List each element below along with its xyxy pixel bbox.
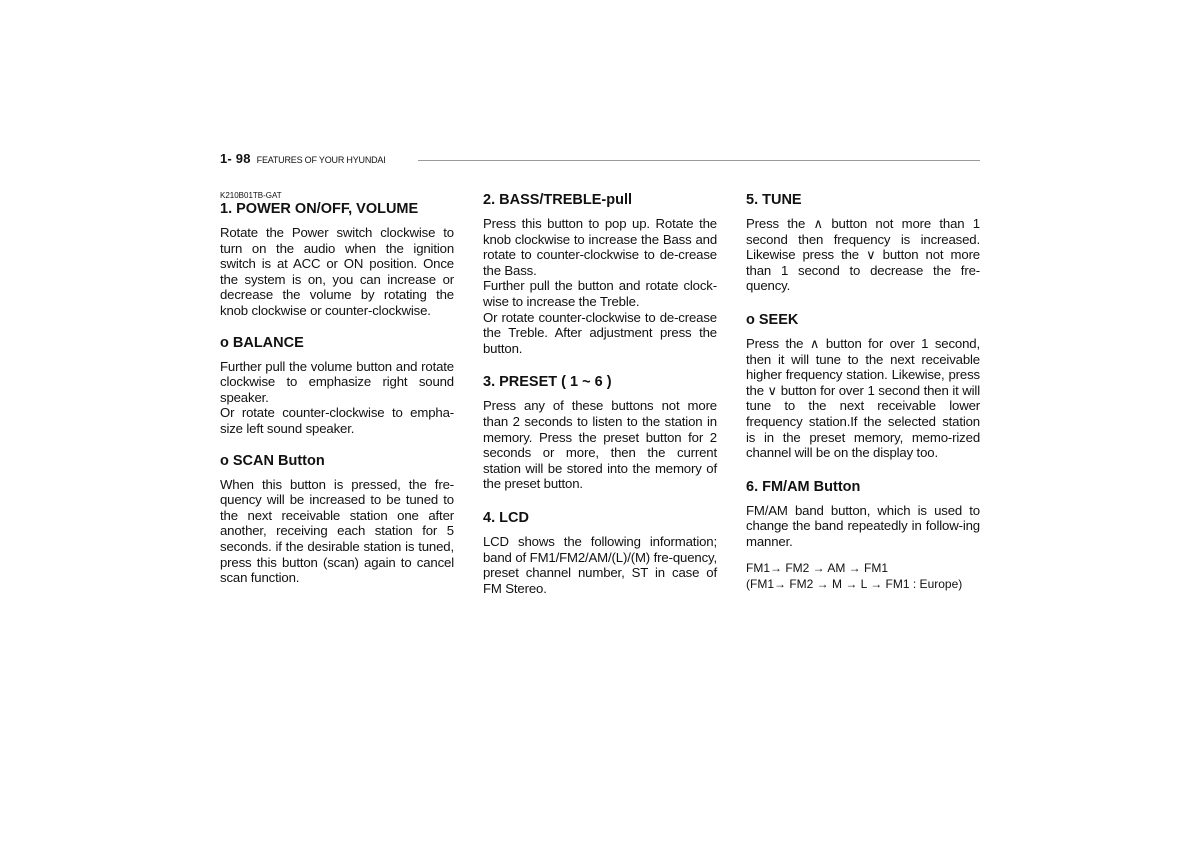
paragraph-balance-2: Or rotate counter-clockwise to empha-size left sound speaker. [220, 405, 454, 436]
paragraph-lcd: LCD shows the following information; band of FM1/FM2/AM/(L)/(M) fre-quency, preset channel number, ST in case of FM Stereo. [483, 533, 717, 596]
paragraph-bass-3: Or rotate counter-clockwise to de-crease the Treble. After adjustment press the button. [483, 309, 717, 356]
heading-fm-am: 6. FM/AM Button [746, 478, 861, 495]
page-header [220, 151, 980, 171]
paragraph-tune: Press the ∧ button not more than 1 second then frequency is increased. Likewise press the ∨ button not more than 1 second to decrease the fre-quency. [746, 216, 980, 294]
heading-balance: o BALANCE [220, 334, 304, 351]
heading-bass-treble: 2. BASS/TREBLE-pull [483, 192, 633, 208]
band-sequence: FM1→ FM2 → AM → FM1 [746, 560, 889, 575]
paragraph-preset: Press any of these buttons not more than 2 seconds to listen to the station in memory. Press the preset button for 2 seconds or more, then the current station will be stored into the memory of the preset button. [483, 398, 717, 492]
paragraph-seek: Press the ∧ button for over 1 second, then it will tune to the next receivable higher frequency station. Likewise, press the ∨ button for over 1 second then it will tune to the next receivable lower frequency station.If the selected station is in the preset memory, memo-rized channel will be on the display too. [746, 335, 980, 461]
page-number: 1- 98 [220, 151, 251, 166]
column-2 [483, 190, 717, 596]
heading-tune: 5. TUNE [746, 192, 802, 208]
reference-code: K210B01TB-GAT [220, 191, 282, 200]
paragraph-balance-1: Further pull the volume button and rotate clockwise to emphasize right sound speaker. [220, 358, 454, 405]
heading-lcd: 4. LCD [483, 509, 529, 526]
paragraph-scan: When this button is pressed, the fre-quency will be increased to be tuned to the next receivable station one after another, receiving each station for 5 seconds. if the desirable station is tuned, press this button (scan) again to cancel scan function. [220, 476, 454, 586]
heading-preset: 3. PRESET ( 1 ~ 6 ) [483, 374, 612, 391]
band-sequence-europe: (FM1→ FM2 → M → L → FM1 : Europe) [746, 576, 963, 591]
heading-power-volume: 1. POWER ON/OFF, VOLUME [220, 201, 419, 217]
section-title: FEATURES OF YOUR HYUNDAI [256, 155, 386, 165]
heading-seek: o SEEK [746, 311, 799, 328]
paragraph-bass-1: Press this button to pop up. Rotate the knob clockwise to increase the Bass and rotate to counter-clockwise to de-crease the Bass. [483, 216, 717, 278]
column-3 [746, 190, 980, 592]
paragraph-fm-am: FM/AM band button, which is used to change the band repeatedly in follow-ing manner. [746, 502, 980, 549]
paragraph-bass-2: Further pull the button and rotate clock-wise to increase the Treble. [483, 278, 717, 309]
paragraph-power-volume: Rotate the Power switch clockwise to turn on the audio when the ignition switch is at ACC or ON position. Once the system is on, you can increase or decrease the volume by rotating the knob clockwise or counter-clockwise. [220, 225, 454, 318]
header-rule [418, 160, 980, 161]
column-1 [220, 190, 454, 586]
heading-scan: o SCAN Button [220, 452, 325, 469]
